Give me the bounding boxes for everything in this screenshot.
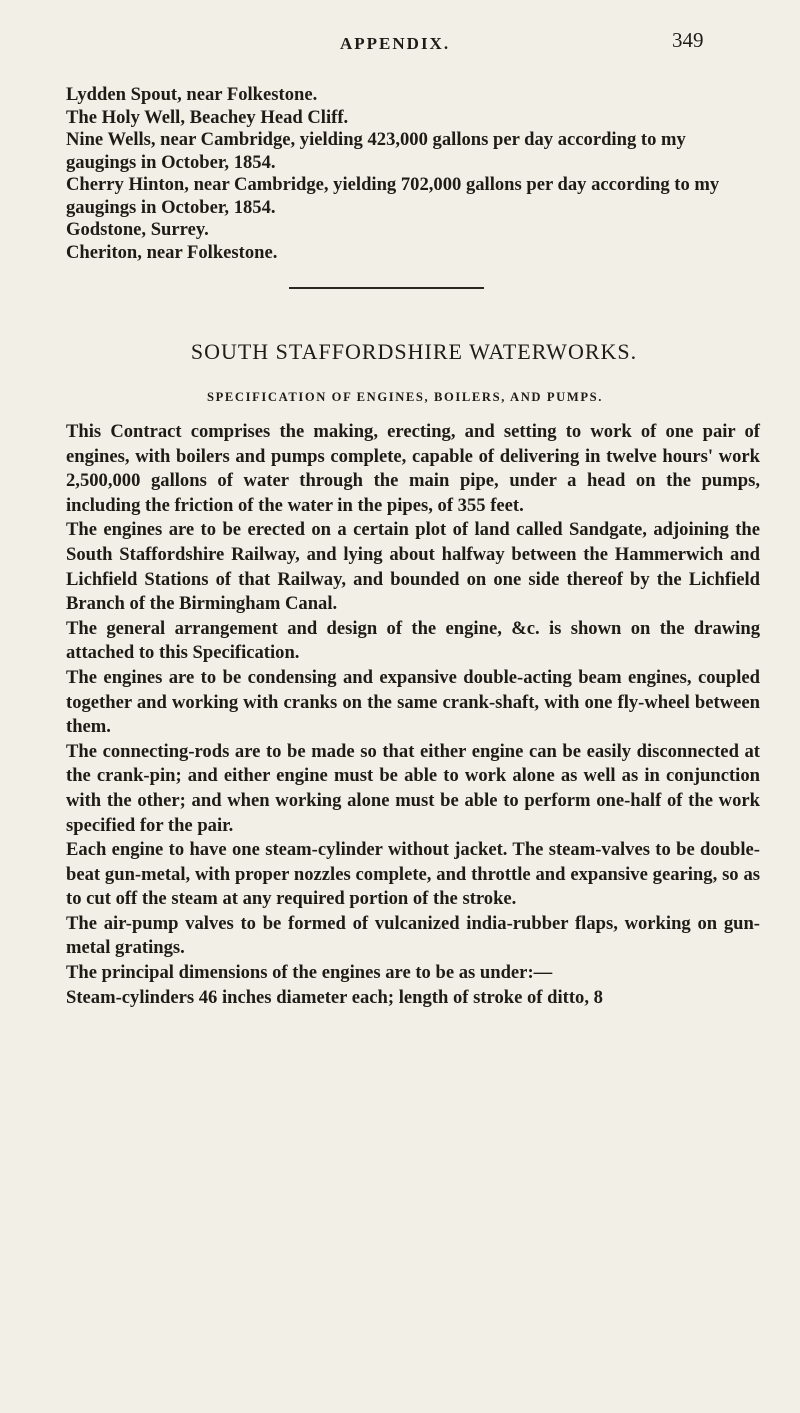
page-header (0, 28, 800, 68)
running-head: APPENDIX. (340, 34, 451, 53)
paragraph: This Contract comprises the making, erecting, and setting to work of one pair of engines, with boilers and pumps complete, capable of delivering in twelve hours' work 2,500,000 gallons of water through the main pipe, under a head on the pumps, including the friction of the water in the pipes, of 355 feet. (66, 421, 760, 516)
section-title: SOUTH STAFFORDSHIRE WATERWORKS. (190, 339, 638, 364)
section-subtitle: SPECIFICATION OF ENGINES, BOILERS, AND PUMPS. (207, 390, 603, 404)
section-divider (289, 287, 484, 289)
source-entry: The Holy Well, Beachey Head Cliff. (66, 106, 349, 128)
water-sources-list (66, 84, 756, 264)
source-entry: Lydden Spout, near Folkestone. (66, 84, 318, 105)
paragraph: The connecting-rods are to be made so that either engine can be easily disconnected at the crank-pin; and either engine must be able to work alone as well as in conjunction with the other; and when working alone must be able to perform one-half of the work specified for the pair. (66, 740, 760, 836)
paragraph: Each engine to have one steam-cylinder without jacket. The steam-valves to be double-beat gun-metal, with proper nozzles complete, and throttle and expansive gearing, so as to cut off the steam at any required portion of the stroke. (66, 839, 760, 910)
specification-body (66, 420, 760, 1010)
paragraph: The air-pump valves to be formed of vulcanized india-rubber flaps, working on gun-metal gratings. (66, 912, 760, 959)
source-entry: Cherry Hinton, near Cambridge, yielding 702,000 gallons per day according to my gaugings in October, 1854. (66, 174, 720, 218)
paragraph: The general arrangement and design of the engine, &c. is shown on the drawing attached to this Specification. (66, 617, 760, 664)
source-entry: Godstone, Surrey. (66, 219, 209, 240)
paragraph: The engines are to be erected on a certain plot of land called Sandgate, adjoining the South Staffordshire Railway, and lying about halfway between the Hammerwich and Lichfield Stations of that Railway, and bounded on one side thereof by the Lichfield Branch of the Birmingham Canal. (66, 519, 760, 615)
paragraph: The principal dimensions of the engines are to be as under:— (66, 962, 553, 984)
page-number: 349 (672, 28, 704, 52)
paragraph: The engines are to be condensing and expansive double-acting beam engines, coupled together and working with cranks on the same crank-shaft, with one fly-wheel between them. (66, 666, 760, 738)
source-entry: Nine Wells, near Cambridge, yielding 423,000 gallons per day according to my gaugings in October, 1854. (66, 129, 686, 173)
paragraph: Steam-cylinders 46 inches diameter each; length of stroke of ditto, 8 (66, 986, 603, 1008)
source-entry: Cheriton, near Folkestone. (66, 241, 278, 263)
